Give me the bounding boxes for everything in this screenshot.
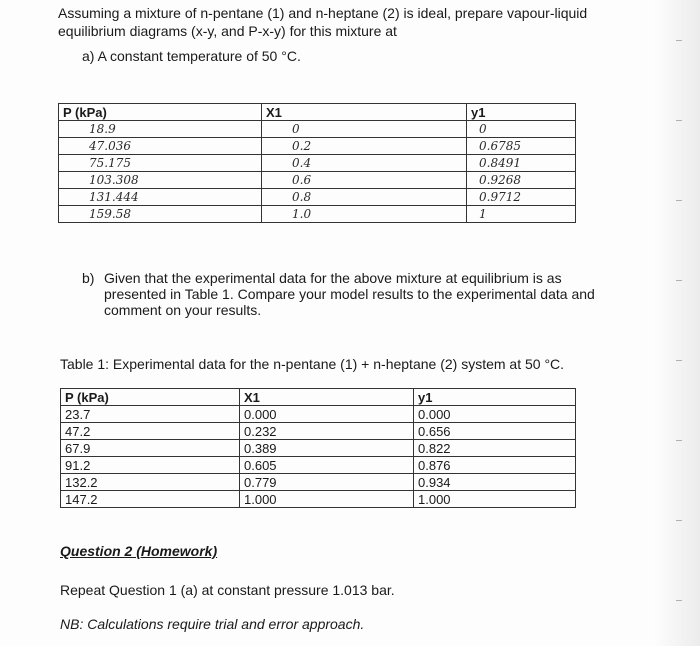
cell-pressure: 47.2: [61, 423, 240, 440]
part-b-label: b): [82, 270, 95, 286]
intro-line-2: equilibrium diagrams (x-y, and P-x-y) for this mixture at: [58, 23, 397, 39]
cell-x1: 0: [262, 121, 467, 138]
cell-y1: 0.9268: [467, 172, 576, 189]
handwritten-results-table: [58, 103, 576, 223]
cell-x1: 0.389: [240, 440, 414, 457]
cell-x1: 1.000: [240, 491, 414, 508]
table-row: [59, 155, 576, 172]
cell-pressure: 47.036: [59, 138, 262, 155]
header-y1: y1: [414, 389, 576, 406]
cell-x1: 0.605: [240, 457, 414, 474]
header-x1: X1: [240, 389, 414, 406]
table-caption: Table 1: Experimental data for the n-pentane (1) + n-heptane (2) system at 50 °C.: [60, 356, 565, 372]
table-header-row: [59, 104, 576, 121]
cell-pressure: 147.2: [61, 491, 240, 508]
cell-x1: 0.8: [262, 189, 467, 206]
header-x1: X1: [262, 104, 467, 121]
cell-pressure: 103.308: [59, 172, 262, 189]
cell-pressure: 159.58: [59, 206, 262, 223]
cell-x1: 0.232: [240, 423, 414, 440]
question-2-note: NB: Calculations require trial and error approach.: [60, 616, 365, 632]
table-row: [61, 457, 576, 474]
header-pressure: P (kPa): [59, 104, 262, 121]
cell-pressure: 75.175: [59, 155, 262, 172]
intro-line-1: Assuming a mixture of n-pentane (1) and n-heptane (2) is ideal, prepare vapour-liquid: [58, 5, 588, 21]
cell-x1: 0.000: [240, 406, 414, 423]
cell-x1: 0.6: [262, 172, 467, 189]
cell-y1: 0.000: [414, 406, 576, 423]
cell-pressure: 67.9: [61, 440, 240, 457]
cell-y1: 1: [467, 206, 576, 223]
cell-pressure: 23.7: [61, 406, 240, 423]
cell-y1: 0.8491: [467, 155, 576, 172]
part-b: [82, 270, 602, 318]
page-edge-shadow: [654, 0, 700, 646]
table-header-row: [61, 389, 576, 406]
table-row: [59, 121, 576, 138]
problem-intro: [58, 4, 658, 40]
experimental-data-table: [60, 388, 576, 508]
cell-y1: 1.000: [414, 491, 576, 508]
table-row: [59, 189, 576, 206]
cell-y1: 0.934: [414, 474, 576, 491]
cell-y1: 0: [467, 121, 576, 138]
cell-y1: 0.6785: [467, 138, 576, 155]
part-a: a) A constant temperature of 50 °C.: [82, 48, 301, 64]
table-row: [61, 423, 576, 440]
table-row: [59, 172, 576, 189]
cell-y1: 0.9712: [467, 189, 576, 206]
cell-x1: 1.0: [262, 206, 467, 223]
cell-y1: 0.876: [414, 457, 576, 474]
table-row: [61, 491, 576, 508]
question-2-title: Question 2 (Homework): [60, 543, 218, 559]
cell-pressure: 131.444: [59, 189, 262, 206]
table-row: [59, 206, 576, 223]
part-b-text: Given that the experimental data for the above mixture at equilibrium is as presented in Table 1. Compare your model results to the experimental data and comment on your results.: [104, 270, 595, 318]
cell-pressure: 18.9: [59, 121, 262, 138]
header-pressure: P (kPa): [61, 389, 240, 406]
cell-x1: 0.4: [262, 155, 467, 172]
cell-pressure: 132.2: [61, 474, 240, 491]
header-y1: y1: [467, 104, 576, 121]
cell-pressure: 91.2: [61, 457, 240, 474]
cell-x1: 0.779: [240, 474, 414, 491]
cell-y1: 0.656: [414, 423, 576, 440]
question-2-body: Repeat Question 1 (a) at constant pressure 1.013 bar.: [60, 582, 395, 598]
cell-x1: 0.2: [262, 138, 467, 155]
cell-y1: 0.822: [414, 440, 576, 457]
table-row: [61, 474, 576, 491]
table-row: [61, 406, 576, 423]
table-row: [59, 138, 576, 155]
table-row: [61, 440, 576, 457]
